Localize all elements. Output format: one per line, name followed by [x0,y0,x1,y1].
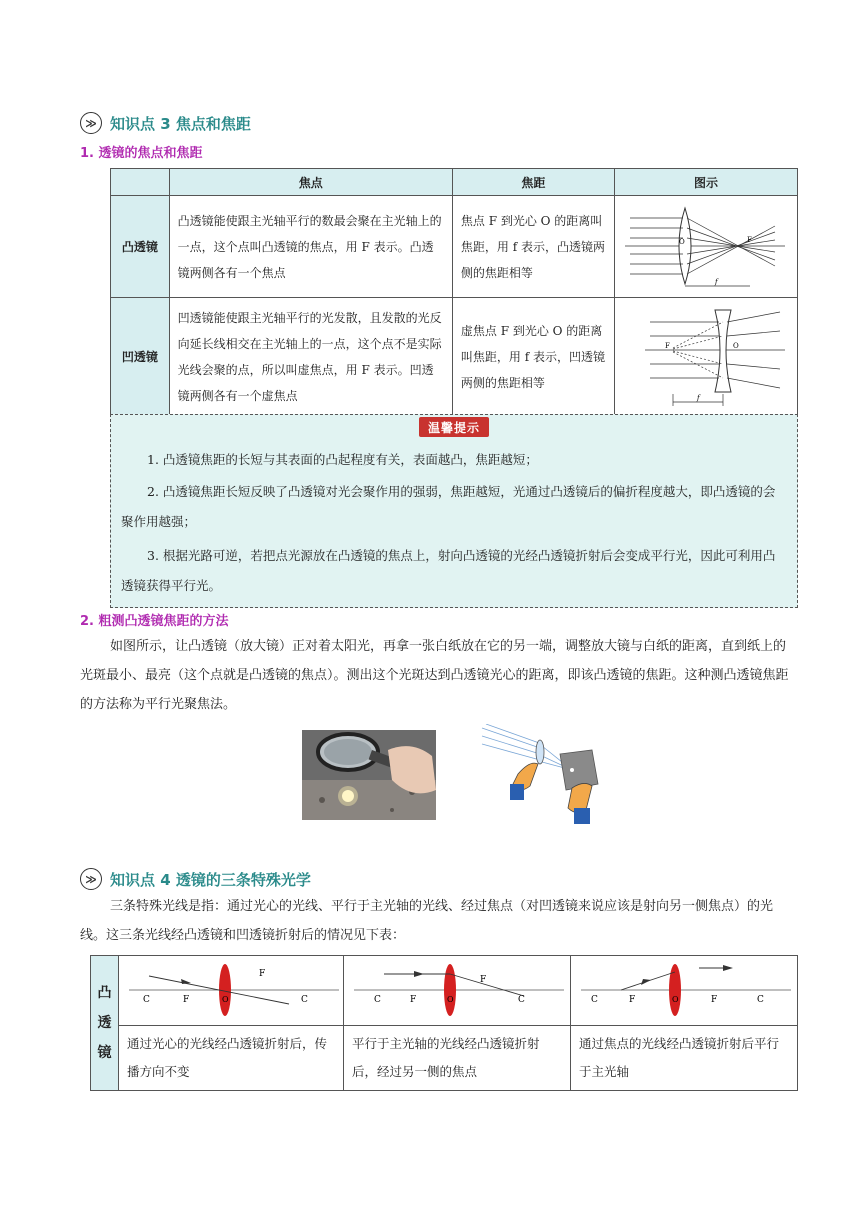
label-f-right: F [711,995,718,1005]
convex-focus-text: 凸透镜能使跟主光轴平行的数最会聚在主光轴上的一点，这个点叫凸透镜的焦点，用 F 表示。凸透镜两侧各有一个焦点 [169,196,452,298]
lens-paper-illustration [480,724,604,824]
rowhead-char: 透 [97,1015,112,1031]
special-rays-table [90,955,798,1091]
method-paragraph: 如图所示，让凸透镜（放大镜）正对着太阳光，再拿一张白纸放在它的另一端，调整放大镜与白纸的距离，直到纸上的光斑最小、最亮（这个点就是凸透镜的焦点）。测出这个光斑达到凸透镜光心的距离，即该凸透镜的焦距。这种测凸透镜焦距的方法称为平行光聚焦法。 [80,639,789,712]
ray-diagram-focus [571,956,798,1026]
chevron-badge-icon: ≫ [80,868,102,890]
virtual-focus-label: F [664,342,670,350]
label-o: O [672,995,679,1004]
rowhead-char: 凸 [97,985,112,1001]
ray-through-center-diagram [119,956,343,1022]
focal-length-label: f [696,394,700,402]
label-c-left: C [143,995,150,1005]
label-c-left: C [591,995,598,1005]
label-f-left: F [629,995,636,1005]
label-f-right: F [480,975,487,985]
label-c-right: C [757,995,764,1005]
concave-diagram-cell [614,298,797,416]
corner-cell [111,169,170,196]
concave-focus-text: 凹透镜能使跟主光轴平行的光发散，且发散的光反向延长线相交在主光轴上的一点，这个点不是实际光线会聚的点，所以叫虚焦点，用 F 表示。凹透镜两侧各有一个虚焦点 [169,298,452,416]
ray-diagram-center [119,956,344,1026]
chevron-badge-icon: ≫ [80,112,102,134]
ray-desc-focus: 通过焦点的光线经凸透镜折射后平行于主光轴 [571,1026,798,1091]
label-o: O [222,995,229,1004]
label-c-right: C [518,995,525,1005]
rowhead-char: 镜 [97,1045,112,1061]
section-title-text: 知识点 3 焦点和焦距 [110,114,251,133]
convex-lens-diagram [615,196,795,294]
ray-diagram-parallel [344,956,571,1026]
label-c-left: C [374,995,381,1005]
header-diagram: 图示 [614,169,797,196]
ray-desc-center: 通过光心的光线经凸透镜折射后，传播方向不变 [119,1026,344,1091]
ray-desc-parallel: 平行于主光轴的光线经凸透镜折射后，经过另一侧的焦点 [344,1026,571,1091]
label-c-right: C [301,995,308,1005]
section-title-4 [80,868,311,890]
label-o: O [447,995,454,1004]
tip-item-1: 1. 凸透镜焦距的长短与其表面的凸起程度有关，表面越凸，焦距越短； [147,452,538,467]
header-focal-length: 焦距 [452,169,614,196]
tips-box [110,414,798,608]
row-concave-lens: 凹透镜 [111,298,170,416]
focal-length-label: f [714,278,718,286]
subsection-title: 1. 透镜的焦点和焦距 [80,146,203,161]
tip-item-3: 3. 根据光路可逆，若把点光源放在凸透镜的焦点上，射向凸透镜的光经凸透镜折射后会变成平行光，因此可利用凸透镜获得平行光。 [121,548,776,593]
label-f-left: F [410,995,417,1005]
subsection-title: 2. 粗测凸透镜焦距的方法 [80,614,229,629]
label-f-left: F [183,995,190,1005]
concave-lens-diagram [615,298,795,412]
concave-focal-text: 虚焦点 F 到光心 O 的距离叫焦距，用 f 表示，凹透镜两侧的焦距相等 [452,298,614,416]
optical-center-label: O [732,342,739,350]
focus-label: F [746,236,752,244]
row-convex-lens: 凸透镜 [111,196,170,298]
lens-paper-illustration-svg [480,724,604,824]
ray-through-focus-diagram [571,956,797,1022]
tips-badge: 温馨提示 [419,417,489,437]
section-title-3 [80,112,251,134]
convex-diagram-cell [614,196,797,298]
magnifier-photo-illustration [302,730,436,820]
optical-center-label: O [678,238,685,246]
tip-item-2: 2. 凸透镜焦距长短反映了凸透镜对光会聚作用的强弱，焦距越短，光通过凸透镜后的偏折程度越大，即凸透镜的会聚作用越强； [121,484,776,529]
convex-focal-text: 焦点 F 到光心 O 的距离叫焦距，用 f 表示，凸透镜两侧的焦距相等 [452,196,614,298]
magnifier-photo [302,730,436,820]
special-rays-paragraph: 三条特殊光线是指：通过光心的光线、平行于主光轴的光线、经过焦点（对凹透镜来说应该是射向另一侧焦点）的光线。这三条光线经凸透镜和凹透镜折射后的情况见下表： [80,899,774,943]
label-f-right: F [259,969,266,979]
row-convex-lens [91,956,119,1091]
ray-parallel-diagram [344,956,570,1022]
header-focus: 焦点 [169,169,452,196]
section-title-text: 知识点 4 透镜的三条特殊光学 [110,870,311,889]
lens-focus-table [110,168,798,416]
